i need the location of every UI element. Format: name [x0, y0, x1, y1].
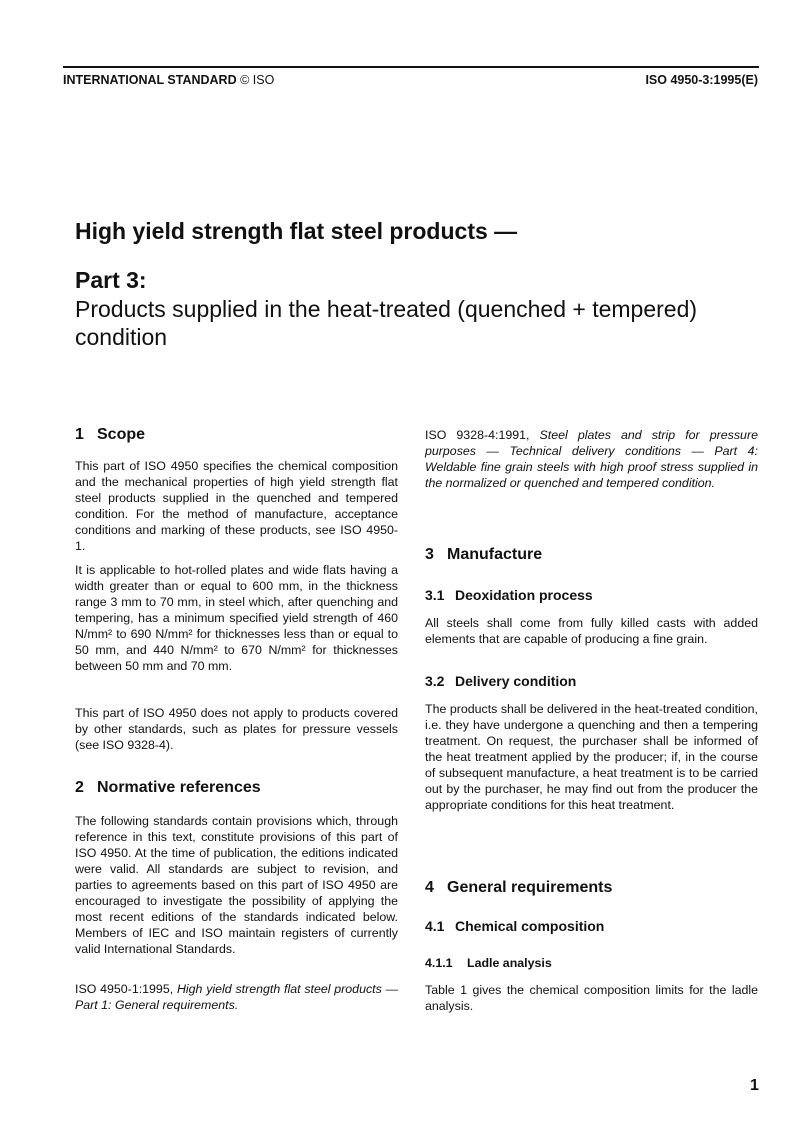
subsection-heading-delivery: 3.2 Delivery condition	[425, 673, 577, 689]
scope-paragraph: It is applicable to hot-rolled plates and wide flats having a width greater than or equal to 600 mm, in the thickness range 3 mm to 70 mm, in steel which, after quenching and tempering, has a minimum specified yield strength of 460 N/mm² to 690 N/mm² for thicknesses less than or equal to 50 mm, and 440 N/mm² to 670 N/mm² for thicknesses between 50 mm and 70 mm.	[75, 563, 398, 673]
header-rule	[63, 66, 759, 68]
reference-item: ISO 9328-4:1991, Steel plates and strip for pressure purposes — Technical delivery conditions — Part 4: Weldable fine grain steels with high proof stress supplied in the normalized or quenched and tempered condition.	[425, 428, 758, 490]
header-left: INTERNATIONAL STANDARD © ISO	[63, 73, 275, 87]
section-heading-normative: 2 Normative references	[75, 779, 261, 796]
section-heading-manufacture: 3 Manufacture	[425, 546, 543, 563]
delivery-paragraph: The products shall be delivered in the heat-treated condition, i.e. they have undergone a quenching and then a tempering treatment. On request, the purchaser shall be informed of the heat treatment applied by the producer; if, in the course of subsequent manufacture, a heat treatment is to be carried out by the purchaser, he may find out from the producer the appropriate conditions for this heat treatment.	[425, 702, 758, 812]
subsection-heading-deoxidation: 3.1 Deoxidation process	[425, 587, 593, 603]
page-number: 1	[750, 1077, 759, 1094]
section-heading-scope: 1 Scope	[75, 426, 146, 443]
header-right: ISO 4950-3:1995(E)	[645, 73, 758, 87]
deoxidation-paragraph: All steels shall come from fully killed casts with added elements that are capable of producing a fine grain.	[425, 616, 758, 646]
normative-paragraph: The following standards contain provisions which, through reference in this text, constitute provisions of this part of ISO 4950. At the time of publication, the editions indicated were valid. All standards are subject to revision, and parties to agreements based on this part of ISO 4950 are encouraged to investigate the possibility of applying the most recent editions of the standards indicated below. Members of IEC and ISO maintain registers of currently valid International Standards.	[75, 814, 398, 956]
ladle-paragraph: Table 1 gives the chemical composition limits for the ladle analysis.	[425, 983, 758, 1013]
subsection-heading-ladle: 4.1.1 Ladle analysis	[425, 956, 552, 970]
reference-item: ISO 4950-1:1995, High yield strength flat steel products — Part 1: General requirements.	[75, 982, 398, 1012]
scope-paragraph: This part of ISO 4950 specifies the chemical composition and the mechanical properties of high yield strength flat steel products supplied in the quenched and tempered condition. For the method of manufacture, acceptance conditions and marking of these products, see ISO 4950-1.	[75, 459, 398, 553]
part-title: Part 3:	[75, 267, 147, 293]
scope-paragraph: This part of ISO 4950 does not apply to products covered by other standards, such as plates for pressure vessels (see ISO 9328-4).	[75, 706, 398, 752]
section-heading-general: 4 General requirements	[425, 879, 613, 896]
document-title: High yield strength flat steel products —	[75, 218, 518, 244]
subsection-heading-chemical: 4.1 Chemical composition	[425, 918, 605, 934]
subtitle: Products supplied in the heat-treated (quenched + tempered) condition	[75, 296, 698, 350]
